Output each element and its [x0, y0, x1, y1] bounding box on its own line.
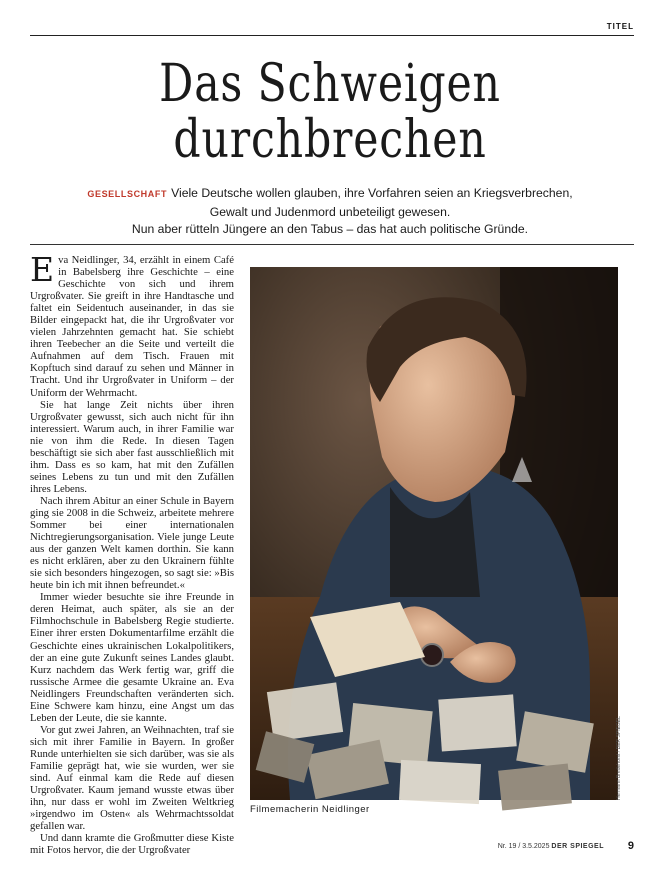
paragraph-5: Vor gut zwei Jahren, an Weihnachten, traf sie sich mit ihrer Familie in Bayern. In großer Runde unterhielten sie sich darüber, was sie als Familie geprägt hat, wie sie wurden, wer sie sind. Auf einmal kam die Rede auf diesen Urgroßvater. Kaum jemand wusste etwas über ihn, nur dass er wohl im Zweiten Weltkrieg »irgendwo im Osten« als Wehrmachtssoldat gefallen war. — [30, 723, 234, 833]
article-body — [30, 250, 234, 857]
magazine-name: DER SPIEGEL — [551, 843, 604, 850]
paragraph-3: Nach ihrem Abitur an einer Schule in Bayern ging sie 2008 in die Schweiz, arbeitete mehrere Sommer bei einer internationalen Nichtregierungsorganisation. Viele junge Leute aus der ganzen Welt kamen dorthin. Sie kann es nicht erklären, aber zu den Ukrainern fühlte sie sich besonders hingezogen, so sagt sie: »Bis heute bin ich mit ihnen befreundet.« — [30, 494, 234, 592]
page-number: 9 — [627, 840, 634, 852]
headline-line-1: Das Schweigen — [159, 54, 501, 114]
teaser-line-1: Viele Deutsche wollen glauben, ihre Vorfahren seien an Kriegsverbrechen, — [171, 186, 573, 200]
section-label: TITEL — [606, 22, 634, 31]
teaser-line-2: Gewalt und Judenmord unbeteiligt gewesen. — [209, 204, 451, 219]
teaser-divider — [30, 244, 634, 245]
photo-caption: Filmemacherin Neidlinger — [250, 804, 370, 815]
kicker: GESELLSCHAFT — [87, 189, 168, 199]
footer-issue — [498, 843, 604, 850]
drop-cap: E — [30, 250, 55, 289]
paragraph-6: Und dann kramte die Großmutter diese Kiste mit Fotos hervor, die der Urgroßvater — [30, 832, 234, 857]
headline-line-2: durchbrechen — [173, 110, 487, 170]
headline — [59, 56, 600, 168]
photo-credit: Hermann Bredehorst / DER SPIEGEL — [616, 716, 622, 800]
top-divider — [30, 35, 634, 36]
article-photo — [250, 267, 618, 800]
teaser-line-3: Nun aber rütteln Jüngere an den Tabus – das hat auch politische Gründe. — [131, 222, 529, 236]
paragraph-1: Eva Neidlinger, 34, erzählt in einem Café in Babelsberg ihre Geschichte – eine Geschichte von sich und ihrem Urgroßvater. Sie greift in ihre Handtasche und faltet ein Seidentuch auseinander, in das sie Bilder eingepackt hat, die ihr Urgroßvater vor vielen Jahrzehnten gemacht hat. Sie schiebt ihren Teebecher an die Seite und verteilt die Aufnahmen auf dem Tisch. Frauen mit Kopftuch sind darauf zu sehen und Männer in Tracht. Und ihr Urgroßvater in Uniform – der Uniform der Wehrmacht. — [30, 250, 234, 399]
paragraph-2: Sie hat lange Zeit nichts über ihren Urgroßvater gewusst, sich auch nicht für ihn interessiert. Warum auch, in ihrer Familie war nie von ihm die Rede. In diesen Tagen beschäftigt sie sich aber fast ausschließlich mit ihm. Dass es so kam, hat mit den Zufällen seines Lebens zu tun und mit den Zufällen ihres Lebens. — [30, 398, 234, 495]
issue-date: Nr. 19 / 3.5.2025 — [497, 843, 550, 850]
teaser — [40, 185, 620, 239]
paragraph-4: Immer wieder besuchte sie ihre Freunde in deren Heimat, auch später, als sie an der Filmhochschule in Babelsberg Regie studierte. Einer ihrer ersten Dokumentarfilme erzählt die Geschichte eines ukrainischen Lokalpolitikers, der an eine gute Zukunft seines Landes glaubt. Kurz nachdem das Werk fertig war, griff die russische Armee die gesamte Ukraine an. Eva Neidlingers Freundschaften veränderten sich. Eine Schwere kam hinzu, eine Angst um das Leben der Leute, die sie kannte. — [30, 591, 234, 724]
